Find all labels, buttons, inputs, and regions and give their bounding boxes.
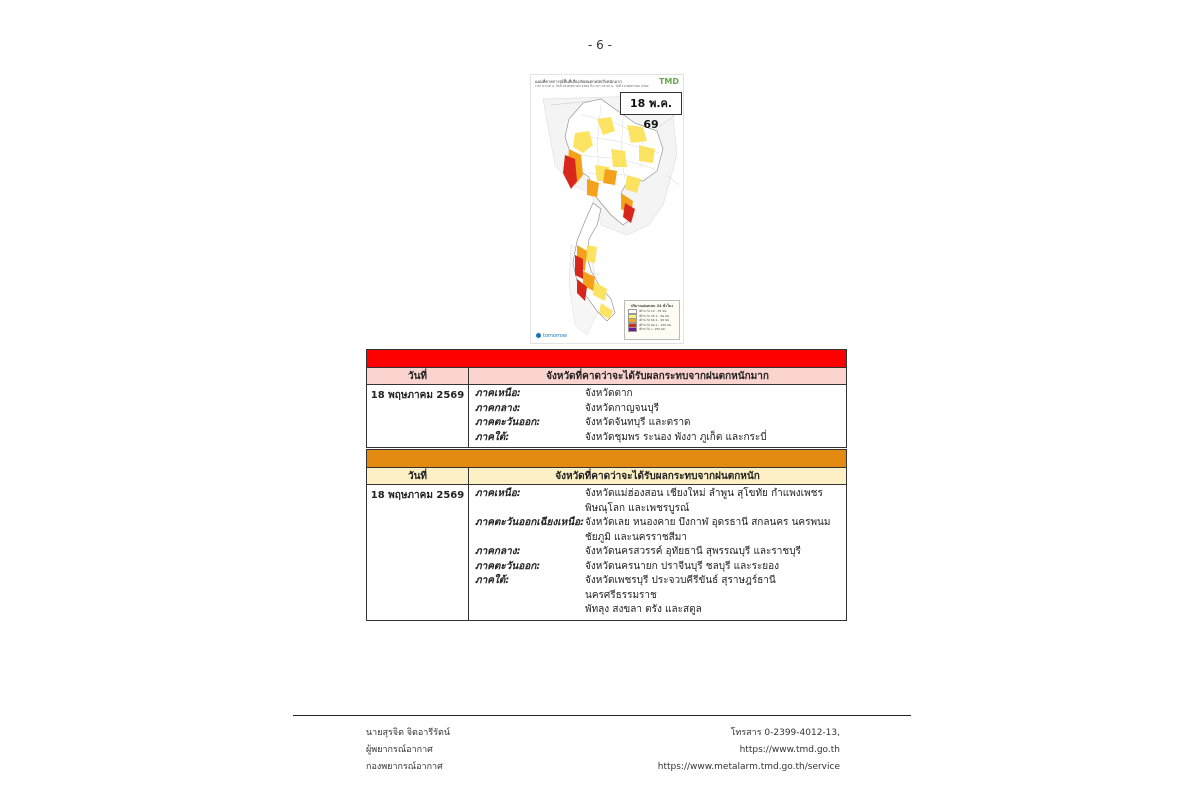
region-name: ภาคตะวันออกเฉียงเหนือ: [475, 517, 585, 528]
date-column-header: วันที่ [367, 468, 469, 485]
legend-label: เฝ้าระวัง 90.1 - 150 มม. [639, 322, 673, 327]
province-line: ชัยภูมิ และนครราชสีมา [585, 531, 687, 543]
region-row [469, 431, 846, 446]
province-line: จังหวัดเพชรบุรี ประจวบคีรีขันธ์ สุราษฎร์ธานี นครศรีธรรมราช [585, 575, 776, 601]
province-line: จังหวัดแม่ฮ่องสอน เชียงใหม่ ลำพูน สุโขทัย กำแพงเพชร [585, 488, 823, 499]
province-list: จังหวัดจันทบุรี และตราด [585, 417, 691, 428]
region-list [469, 385, 847, 448]
map-subtitle: เวลา 07:00 น. วันที่ 18 พฤษภาคม 2569 ถึง เวลา 07:00 น. วันที่ 19 พฤษภาคม 2569 [535, 84, 649, 88]
brand-icon [536, 333, 541, 338]
heavy-rain-table [366, 449, 847, 621]
table-header-row [367, 368, 847, 385]
region-row [469, 545, 846, 560]
region-row [469, 387, 846, 402]
legend-label: เฝ้าระวัง 10 - 35 มม. [639, 309, 668, 314]
map-legend [624, 300, 680, 340]
province-line: พัทลุง สงขลา ตรัง และสตูล [585, 604, 702, 615]
table-header-row [367, 468, 847, 485]
map-title: แผนที่คาดการณ์พื้นที่เสี่ยงภัยฝนตกหนักถึงหนักมาก [535, 79, 622, 84]
footer-signature [366, 725, 450, 776]
legend-item [628, 328, 676, 331]
table-color-band [367, 450, 847, 468]
forecast-date: 18 พฤษภาคม 2569 [367, 485, 469, 621]
map-brand [536, 333, 567, 339]
province-list [585, 487, 846, 516]
table-row [367, 385, 847, 448]
region-name: ภาคกลาง: [475, 546, 521, 557]
provinces-column-header: จังหวัดที่คาดว่าจะได้รับผลกระทบจากฝนตกหนัก [469, 468, 847, 485]
province-list [585, 516, 846, 545]
region-name: ภาคเหนือ: [475, 388, 521, 399]
province-list: จังหวัดชุมพร ระนอง พังงา ภูเก็ต และกระบี่ [585, 431, 767, 443]
region-row [469, 487, 846, 516]
region-row [469, 560, 846, 575]
legend-label: เฝ้าระวัง > 150 มม. [639, 326, 666, 331]
map-header [535, 79, 653, 88]
legend-title: ปริมาณฝนสะสม 24 ชั่วโมง [630, 304, 674, 308]
region-row [469, 416, 846, 431]
province-line: พิษณุโลก และเพชรบูรณ์ [585, 502, 690, 514]
province-list [585, 574, 846, 618]
forecaster-name: นายสุรจิต จิตอารีรัตน์ [366, 728, 451, 738]
forecaster-division: กองพยากรณ์อากาศ [366, 762, 443, 772]
very-heavy-rain-table [366, 349, 847, 448]
rain-risk-map [530, 74, 684, 344]
date-column-header: วันที่ [367, 368, 469, 385]
region-list [469, 485, 847, 621]
region-name: ภาคตะวันออก: [475, 417, 541, 428]
provinces-column-header: จังหวัดที่คาดว่าจะได้รับผลกระทบจากฝนตกหนักมาก [469, 368, 847, 385]
forecaster-title: ผู้พยากรณ์อากาศ [366, 745, 433, 755]
province-list: จังหวัดตาก [585, 388, 633, 399]
region-row [469, 516, 846, 545]
page-number: - 6 - [588, 38, 612, 52]
region-row [469, 402, 846, 417]
province-line: จังหวัดเลย หนองคาย บึงกาฬ อุดรธานี สกลนคร นครพนม [585, 517, 831, 528]
region-name: ภาคใต้: [475, 431, 510, 443]
region-name: ภาคใต้: [475, 575, 510, 586]
legend-swatch [628, 327, 637, 332]
service-url: https://www.metalarm.tmd.go.th/service [657, 762, 840, 772]
tmd-logo: TMD [658, 77, 679, 86]
region-name: ภาคกลาง: [475, 402, 521, 414]
region-name: ภาคตะวันออก: [475, 560, 541, 572]
fax-and-website: โทรสาร 0-2399-4012-13, https://www.tmd.go.th [730, 728, 840, 755]
table-row [367, 485, 847, 621]
legend-label: เฝ้าระวัง 35.1 - 60 มม. [639, 313, 671, 318]
province-list: จังหวัดกาญจนบุรี [585, 402, 660, 414]
map-date-label: 18 พ.ค. 69 [620, 92, 682, 115]
table-color-band [367, 350, 847, 368]
province-list: จังหวัดนครนายก ปราจีนบุรี ชลบุรี และระยอง [585, 560, 780, 572]
region-row [469, 574, 846, 618]
region-name: ภาคเหนือ: [475, 488, 521, 499]
legend-label: เฝ้าระวัง 60.1 - 90 มม. [639, 318, 671, 323]
forecast-date: 18 พฤษภาคม 2569 [367, 385, 469, 448]
footer-contact [650, 725, 840, 776]
brand-label: tomorrow [543, 333, 568, 339]
footer-divider [293, 715, 911, 716]
province-list: จังหวัดนครสวรรค์ อุทัยธานี สุพรรณบุรี และราชบุรี [585, 546, 801, 557]
